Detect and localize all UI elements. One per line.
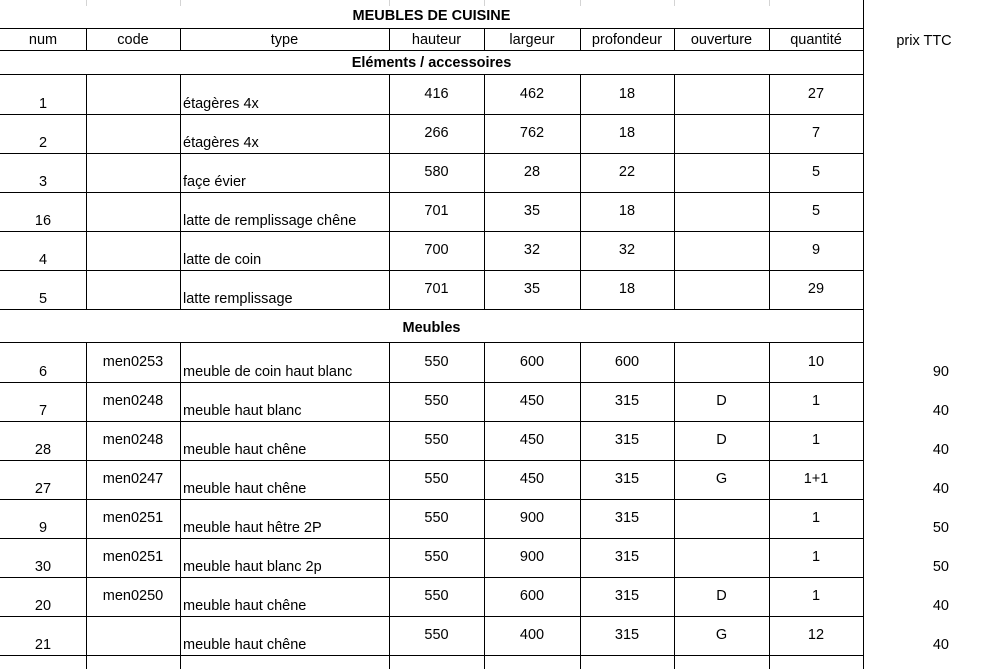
column-divider: [180, 343, 181, 382]
column-divider: [674, 577, 675, 616]
cell-num[interactable]: 5: [38, 291, 48, 307]
header-column-divider: [580, 28, 581, 50]
cell-num[interactable]: 1: [38, 96, 48, 112]
cell-num[interactable]: 6: [38, 364, 48, 380]
cell-largeur[interactable]: 762: [519, 125, 545, 141]
column-divider: [674, 421, 675, 460]
column-divider: [769, 577, 770, 616]
cell-hauteur[interactable]: 266: [424, 125, 449, 141]
header-prix-ttc[interactable]: prix TTC: [896, 33, 952, 49]
cell-quantite[interactable]: 1: [811, 510, 821, 526]
table-right-border: [863, 0, 864, 669]
column-divider: [674, 538, 675, 577]
column-divider: [484, 616, 485, 655]
column-divider: [580, 75, 581, 114]
column-divider: [180, 655, 181, 669]
header-column-divider: [674, 28, 675, 50]
cell-type[interactable]: étagères 4x: [183, 135, 259, 151]
column-divider: [769, 75, 770, 114]
cell-type[interactable]: latte remplissage: [183, 291, 293, 307]
column-divider: [674, 343, 675, 382]
header-column-divider: [769, 28, 770, 50]
cell-largeur[interactable]: 462: [519, 86, 545, 102]
column-divider: [769, 343, 770, 382]
cell-ouverture[interactable]: [674, 201, 769, 221]
header-top-border: [0, 28, 863, 29]
cell-largeur[interactable]: 900: [519, 549, 545, 565]
column-divider: [86, 270, 87, 309]
cell-prix-ttc[interactable]: 40: [932, 442, 949, 458]
cell-num[interactable]: 28: [34, 442, 52, 458]
cell-profondeur[interactable]: 315: [614, 588, 640, 604]
cell-type[interactable]: façe évier: [183, 174, 246, 190]
column-divider: [180, 231, 181, 270]
row-border: [0, 153, 863, 154]
column-divider: [769, 382, 770, 421]
cell-profondeur[interactable]: 22: [618, 164, 636, 180]
column-divider: [674, 75, 675, 114]
column-divider: [180, 114, 181, 153]
column-divider: [180, 75, 181, 114]
column-divider: [389, 270, 390, 309]
cell-profondeur[interactable]: 18: [618, 203, 636, 219]
column-divider: [389, 75, 390, 114]
cell-num[interactable]: 4: [38, 252, 48, 268]
cell-ouverture[interactable]: [674, 547, 769, 567]
cell-type[interactable]: étagères 4x: [183, 96, 259, 112]
column-divider: [86, 499, 87, 538]
column-divider: [484, 538, 485, 577]
column-divider: [180, 153, 181, 192]
cell-prix-ttc[interactable]: 40: [932, 481, 949, 497]
cell-type[interactable]: meuble haut blanc 2p: [183, 559, 322, 575]
column-divider: [484, 192, 485, 231]
cell-quantite[interactable]: 1+1: [803, 471, 829, 487]
cell-hauteur[interactable]: 550: [424, 393, 449, 409]
cell-code[interactable]: men0251: [102, 549, 164, 565]
row-border: [0, 231, 863, 232]
column-divider: [484, 382, 485, 421]
header-ouverture[interactable]: ouverture: [690, 32, 753, 48]
row-border: [0, 655, 863, 656]
cell-code[interactable]: [86, 162, 180, 182]
column-divider: [389, 114, 390, 153]
column-divider: [389, 538, 390, 577]
column-divider: [484, 75, 485, 114]
cell-code[interactable]: men0250: [102, 588, 164, 604]
column-divider: [180, 616, 181, 655]
column-divider: [580, 192, 581, 231]
cell-ouverture[interactable]: D: [716, 588, 727, 604]
cell-hauteur[interactable]: 550: [424, 588, 449, 604]
column-divider: [674, 231, 675, 270]
column-divider: [580, 153, 581, 192]
cell-type[interactable]: meuble haut chêne: [183, 598, 307, 614]
column-divider: [484, 421, 485, 460]
cell-ouverture[interactable]: [674, 352, 769, 372]
cell-largeur[interactable]: 600: [519, 588, 545, 604]
cell-hauteur[interactable]: 550: [424, 549, 449, 565]
column-divider: [180, 577, 181, 616]
column-divider: [86, 75, 87, 114]
column-divider: [389, 382, 390, 421]
cell-ouverture[interactable]: [674, 84, 769, 104]
column-divider: [389, 153, 390, 192]
column-divider: [580, 577, 581, 616]
cell-quantite[interactable]: 1: [811, 588, 821, 604]
column-divider: [484, 343, 485, 382]
column-divider: [769, 153, 770, 192]
cell-largeur[interactable]: 450: [519, 471, 545, 487]
column-divider: [86, 577, 87, 616]
column-divider: [86, 616, 87, 655]
cell-prix-ttc[interactable]: [863, 94, 985, 114]
header-column-divider: [389, 28, 390, 50]
row-border: [0, 270, 863, 271]
cell-largeur[interactable]: 600: [519, 354, 545, 370]
column-divider: [674, 270, 675, 309]
cell-largeur[interactable]: 450: [519, 393, 545, 409]
section-label-elements: Eléments / accessoires: [351, 55, 512, 71]
column-divider: [580, 499, 581, 538]
column-divider: [86, 538, 87, 577]
cell-ouverture[interactable]: [674, 508, 769, 528]
column-divider: [86, 343, 87, 382]
cell-type[interactable]: latte de coin: [183, 252, 262, 268]
cell-num[interactable]: 20: [34, 598, 52, 614]
cell-code[interactable]: men0251: [102, 510, 164, 526]
row-border: [0, 114, 863, 115]
row-border: [0, 421, 863, 422]
section-border: [0, 342, 863, 343]
cell-largeur[interactable]: 35: [523, 281, 541, 297]
header-quantite[interactable]: quantité: [790, 32, 842, 48]
column-divider: [674, 114, 675, 153]
column-divider: [389, 460, 390, 499]
cell-profondeur[interactable]: 315: [614, 393, 640, 409]
cell-prix-ttc[interactable]: [863, 211, 985, 231]
column-divider: [580, 343, 581, 382]
header-profondeur[interactable]: profondeur: [591, 32, 663, 48]
cell-num[interactable]: 16: [34, 213, 52, 229]
header-largeur[interactable]: largeur: [509, 32, 555, 48]
cell-hauteur[interactable]: 416: [424, 86, 449, 102]
cell-num[interactable]: 2: [38, 135, 48, 151]
column-divider: [180, 382, 181, 421]
column-divider: [180, 192, 181, 231]
cell-type[interactable]: meuble haut chêne: [183, 442, 307, 458]
cell-hauteur[interactable]: 701: [424, 203, 449, 219]
cell-quantite[interactable]: 12: [807, 627, 825, 643]
cell-code[interactable]: [86, 625, 180, 645]
section-label-meubles: Meubles: [402, 320, 461, 336]
column-divider: [86, 231, 87, 270]
column-divider: [769, 114, 770, 153]
column-divider: [769, 192, 770, 231]
column-divider: [674, 499, 675, 538]
header-num[interactable]: num: [28, 32, 58, 48]
cell-prix-ttc[interactable]: 40: [932, 598, 949, 614]
column-divider: [484, 655, 485, 669]
cell-quantite[interactable]: 1: [811, 549, 821, 565]
header-column-divider: [86, 28, 87, 50]
cell-type[interactable]: meuble de coin haut blanc: [183, 364, 353, 380]
column-divider: [389, 343, 390, 382]
cell-num[interactable]: 27: [34, 481, 52, 497]
cell-profondeur[interactable]: 600: [614, 354, 640, 370]
column-divider: [180, 499, 181, 538]
column-divider: [484, 153, 485, 192]
column-divider: [389, 616, 390, 655]
cell-quantite[interactable]: 10: [807, 354, 825, 370]
header-hauteur[interactable]: hauteur: [411, 32, 462, 48]
cell-largeur[interactable]: 900: [519, 510, 545, 526]
column-divider: [674, 460, 675, 499]
cell-code[interactable]: men0253: [102, 354, 164, 370]
column-divider: [389, 499, 390, 538]
column-divider: [769, 270, 770, 309]
cell-code[interactable]: men0247: [102, 471, 164, 487]
cell-largeur[interactable]: 35: [523, 203, 541, 219]
column-divider: [580, 538, 581, 577]
column-divider: [484, 577, 485, 616]
column-divider: [580, 460, 581, 499]
column-divider: [389, 192, 390, 231]
cell-code[interactable]: men0248: [102, 432, 164, 448]
cell-profondeur[interactable]: 18: [618, 281, 636, 297]
column-divider: [674, 616, 675, 655]
column-divider: [580, 231, 581, 270]
cell-prix-ttc[interactable]: [863, 172, 985, 192]
cell-hauteur[interactable]: 580: [424, 164, 449, 180]
column-divider: [180, 538, 181, 577]
cell-largeur[interactable]: 450: [519, 432, 545, 448]
header-bottom-border: [0, 50, 863, 51]
column-divider: [580, 616, 581, 655]
cell-hauteur[interactable]: 550: [424, 471, 449, 487]
row-border: [0, 538, 863, 539]
cell-hauteur[interactable]: 550: [424, 510, 449, 526]
cell-num[interactable]: 30: [34, 559, 52, 575]
column-divider: [580, 382, 581, 421]
cell-prix-ttc[interactable]: 90: [932, 364, 949, 380]
column-divider: [769, 231, 770, 270]
cell-quantite[interactable]: 5: [811, 203, 821, 219]
cell-prix-ttc[interactable]: 40: [932, 637, 949, 653]
cell-type[interactable]: meuble haut chêne: [183, 481, 307, 497]
cell-code[interactable]: men0248: [102, 393, 164, 409]
cell-profondeur[interactable]: 315: [614, 627, 640, 643]
column-divider: [580, 114, 581, 153]
row-border: [0, 192, 863, 193]
row-border: [0, 616, 863, 617]
cell-profondeur[interactable]: 18: [618, 86, 636, 102]
header-column-divider: [180, 28, 181, 50]
cell-prix-ttc[interactable]: [863, 133, 985, 153]
cell-profondeur[interactable]: 315: [614, 549, 640, 565]
cell-prix-ttc[interactable]: [863, 250, 985, 270]
cell-type[interactable]: latte de remplissage chêne: [183, 213, 357, 229]
column-divider: [674, 153, 675, 192]
column-divider: [86, 114, 87, 153]
cell-profondeur[interactable]: 315: [614, 510, 640, 526]
cell-profondeur[interactable]: 315: [614, 471, 640, 487]
column-divider: [674, 192, 675, 231]
cell-num[interactable]: 7: [38, 403, 48, 419]
cell-ouverture[interactable]: [674, 240, 769, 260]
cell-ouverture[interactable]: G: [715, 627, 728, 643]
cell-quantite[interactable]: 1: [811, 432, 821, 448]
cell-quantite[interactable]: 1: [811, 393, 821, 409]
cell-prix-ttc[interactable]: 50: [932, 559, 949, 575]
cell-type[interactable]: meuble haut blanc: [183, 403, 302, 419]
column-divider: [580, 421, 581, 460]
cell-ouverture[interactable]: [674, 123, 769, 143]
column-divider: [674, 655, 675, 669]
cell-ouverture[interactable]: G: [715, 471, 728, 487]
column-divider: [86, 153, 87, 192]
section-border: [0, 74, 863, 75]
cell-num[interactable]: 9: [38, 520, 48, 536]
header-column-divider: [484, 28, 485, 50]
column-divider: [484, 270, 485, 309]
column-divider: [180, 460, 181, 499]
column-divider: [180, 421, 181, 460]
column-divider: [86, 421, 87, 460]
column-divider: [769, 538, 770, 577]
cell-quantite[interactable]: 5: [811, 164, 821, 180]
column-divider: [86, 460, 87, 499]
cell-ouverture[interactable]: D: [716, 432, 727, 448]
cell-code[interactable]: [86, 240, 180, 260]
column-divider: [389, 577, 390, 616]
column-divider: [769, 460, 770, 499]
row-border: [0, 460, 863, 461]
cell-hauteur[interactable]: 550: [424, 432, 449, 448]
cell-prix-ttc[interactable]: 50: [932, 520, 949, 536]
cell-quantite[interactable]: 9: [811, 242, 821, 258]
cell-num[interactable]: 21: [34, 637, 52, 653]
column-divider: [769, 655, 770, 669]
cell-hauteur[interactable]: 700: [424, 242, 449, 258]
cell-profondeur[interactable]: 315: [614, 432, 640, 448]
column-divider: [769, 616, 770, 655]
column-divider: [580, 270, 581, 309]
column-divider: [769, 499, 770, 538]
row-border: [0, 499, 863, 500]
column-divider: [484, 499, 485, 538]
cell-prix-ttc[interactable]: 40: [932, 403, 949, 419]
cell-ouverture[interactable]: [674, 162, 769, 182]
column-divider: [86, 382, 87, 421]
cell-code[interactable]: [86, 84, 180, 104]
sheet-title: MEUBLES DE CUISINE: [352, 8, 511, 24]
cell-ouverture[interactable]: D: [716, 393, 727, 409]
row-border: [0, 382, 863, 383]
column-divider: [86, 655, 87, 669]
column-divider: [769, 421, 770, 460]
column-divider: [484, 460, 485, 499]
cell-num[interactable]: 3: [38, 174, 48, 190]
cell-quantite[interactable]: 29: [807, 281, 825, 297]
cell-code[interactable]: [86, 201, 180, 221]
cell-profondeur[interactable]: 18: [618, 125, 636, 141]
cell-code[interactable]: [86, 123, 180, 143]
column-divider: [484, 114, 485, 153]
column-divider: [580, 655, 581, 669]
cell-prix-ttc[interactable]: [863, 289, 985, 309]
column-divider: [389, 421, 390, 460]
cell-quantite[interactable]: 7: [811, 125, 821, 141]
cell-hauteur[interactable]: 550: [424, 354, 449, 370]
cell-largeur[interactable]: 400: [519, 627, 545, 643]
cell-code[interactable]: [86, 279, 180, 299]
column-divider: [389, 231, 390, 270]
cell-largeur[interactable]: 28: [523, 164, 541, 180]
cell-quantite[interactable]: 27: [807, 86, 825, 102]
cell-type[interactable]: meuble haut hêtre 2P: [183, 520, 322, 536]
cell-largeur[interactable]: 32: [523, 242, 541, 258]
cell-ouverture[interactable]: [674, 279, 769, 299]
cell-type[interactable]: meuble haut chêne: [183, 637, 307, 653]
header-code[interactable]: code: [117, 32, 149, 48]
row-border: [0, 309, 863, 310]
column-divider: [86, 192, 87, 231]
cell-hauteur[interactable]: 701: [424, 281, 449, 297]
column-divider: [389, 655, 390, 669]
cell-profondeur[interactable]: 32: [618, 242, 636, 258]
column-divider: [674, 382, 675, 421]
header-type[interactable]: type: [270, 32, 299, 48]
row-border: [0, 577, 863, 578]
column-divider: [180, 270, 181, 309]
cell-hauteur[interactable]: 550: [424, 627, 449, 643]
column-divider: [484, 231, 485, 270]
